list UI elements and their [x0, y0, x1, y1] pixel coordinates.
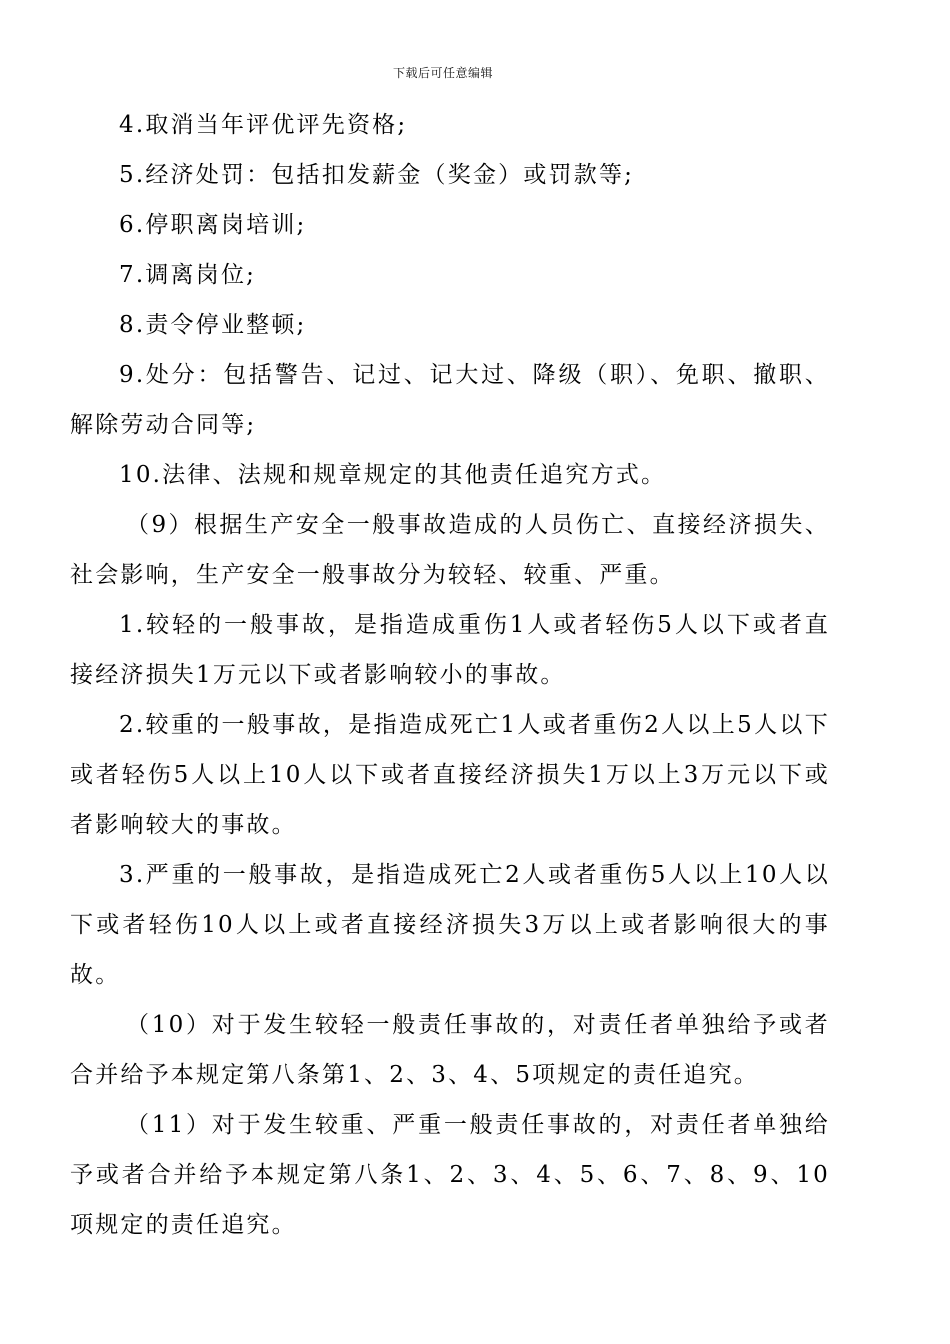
- paragraph-clause-11: （11）对于发生较重、严重一般责任事故的，对责任者单独给予或者合并给予本规定第八条1、2、3、4、5、6、7、8、9、10项规定的责任追究。: [70, 1112, 830, 1238]
- paragraph-item-4: 4.取消当年评优评先资格;: [119, 112, 408, 138]
- paragraph-severe-accident: 3.严重的一般事故，是指造成死亡2人或者重伤5人以上10人以下或者轻伤10人以上或者直接经济损失3万以上或者影响很大的事故。: [70, 862, 830, 988]
- page-header: 下载后可任意编辑: [392, 66, 493, 80]
- paragraph-item-10: 10.法律、法规和规章规定的其他责任追究方式。: [119, 462, 667, 488]
- paragraph-item-9: 9.处分：包括警告、记过、记大过、降级（职）、免职、撤职、解除劳动合同等;: [70, 362, 830, 438]
- paragraph-clause-9: （9）根据生产安全一般事故造成的人员伤亡、直接经济损失、社会影响，生产安全一般事故分为较轻、较重、严重。: [70, 512, 830, 588]
- paragraph-item-6: 6.停职离岗培训;: [119, 212, 307, 238]
- paragraph-clause-10: （10）对于发生较轻一般责任事故的，对责任者单独给予或者合并给予本规定第八条第1、2、3、4、5项规定的责任追究。: [70, 1012, 830, 1088]
- paragraph-minor-accident: 1.较轻的一般事故，是指造成重伤1人或者轻伤5人以下或者直接经济损失1万元以下或者影响较小的事故。: [70, 612, 830, 688]
- paragraph-item-8: 8.责令停业整顿;: [119, 312, 307, 338]
- paragraph-item-5: 5.经济处罚：包括扣发薪金（奖金）或罚款等;: [119, 162, 635, 188]
- document-body: [70, 100, 830, 1250]
- paragraph-moderate-accident: 2.较重的一般事故，是指造成死亡1人或者重伤2人以上5人以下或者轻伤5人以上10人以下或者直接经济损失1万以上3万元以下或者影响较大的事故。: [70, 712, 830, 838]
- paragraph-item-7: 7.调离岗位;: [119, 262, 257, 288]
